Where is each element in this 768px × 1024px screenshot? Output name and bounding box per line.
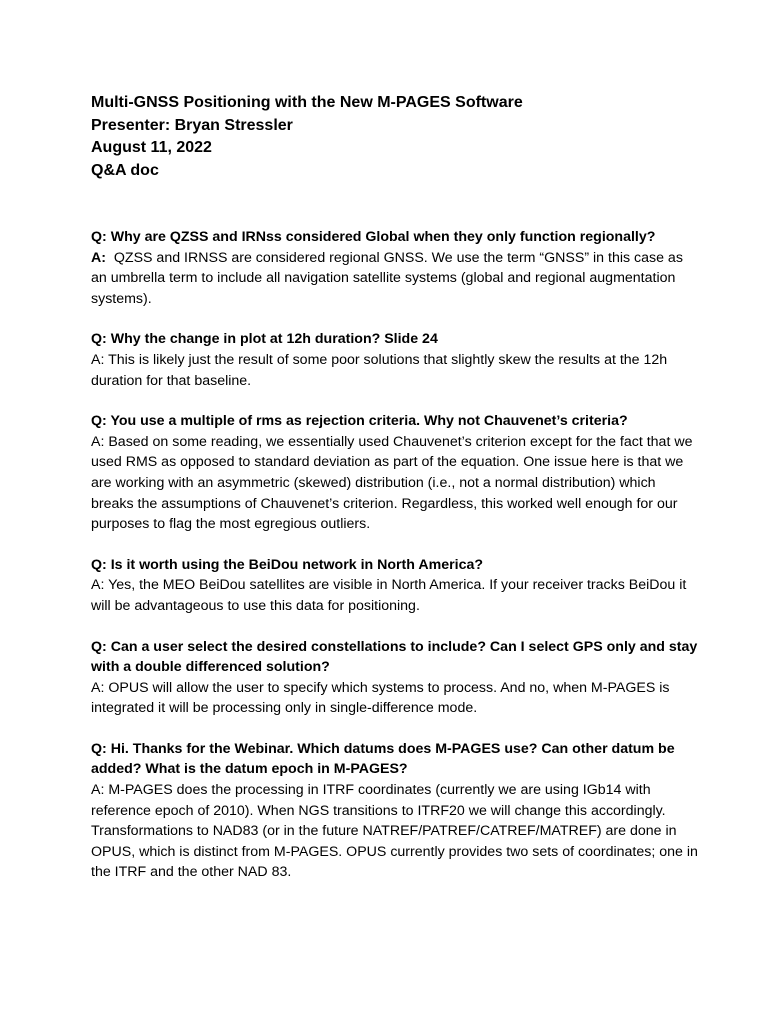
qa-item: [91, 555, 698, 617]
answer-lead: A:: [91, 249, 106, 266]
question-text: Q: Can a user select the desired constellations to include? Can I select GPS only and stay with a double differenced solution?: [91, 638, 698, 676]
qa-item: [91, 739, 698, 883]
qa-item: [91, 227, 698, 309]
qa-item: [91, 637, 698, 719]
answer-text: A: OPUS will allow the user to specify which systems to process. And no, when M-PAGES is integrated it will be processing only in single-difference mode.: [91, 679, 670, 717]
answer-text: A: Yes, the MEO BeiDou satellites are visible in North America. If your receiver tracks BeiDou it will be advantageous to use this data for positioning.: [91, 577, 687, 614]
qa-item: [91, 411, 698, 535]
question-text: Q: Why the change in plot at 12h duration? Slide 24: [91, 331, 438, 348]
qa-item: [91, 329, 698, 391]
date-line: August 11, 2022: [91, 139, 212, 156]
answer-body: QZSS and IRNSS are considered regional GNSS. We use the term “GNSS” in this case as an umbrella term to include all navigation satellite systems (global and regional augmentation systems).: [91, 249, 687, 307]
question-text: Q: You use a multiple of rms as rejection criteria. Why not Chauvenet’s criteria?: [91, 413, 628, 430]
question-text: Q: Hi. Thanks for the Webinar. Which datums does M-PAGES use? Can other datum be added? What is the datum epoch in M-PAGES?: [91, 740, 675, 778]
document-header: [91, 92, 698, 182]
qa-list: [91, 227, 698, 883]
question-text: Q: Why are QZSS and IRNss considered Global when they only function regionally?: [91, 229, 656, 245]
answer-text: [91, 248, 698, 310]
document-title: Multi-GNSS Positioning with the New M-PAGES Software: [91, 94, 523, 111]
doc-type-line: Q&A doc: [91, 161, 159, 179]
answer-text: A: This is likely just the result of some poor solutions that slightly skew the results at the 12h duration for that baseline.: [91, 351, 668, 389]
answer-text: A: M-PAGES does the processing in ITRF coordinates (currently we are using IGb14 with reference epoch of 2010). When NGS transitions to ITRF20 we will change this accordingly. Transformations to NAD83 (or in the future NATREF/PATREF/CATREF/MATREF) are done in OPUS, which is distinct from M-PAGES. OPUS currently provides two sets of coordinates; one in the ITRF and the other NAD 83.: [91, 782, 698, 881]
presenter-line: Presenter: Bryan Stressler: [91, 116, 293, 134]
answer-text: A: Based on some reading, we essentially used Chauvenet’s criterion except for the fact that we used RMS as opposed to standard deviation as part of the equation. One issue here is that we are working with an asymmetric (skewed) distribution (i.e., not a normal distribution) which breaks the assumptions of Chauvenet’s criterion. Regardless, this worked well enough for our purposes to flag the most egregious outliers.: [91, 433, 693, 533]
question-text: Q: Is it worth using the BeiDou network in North America?: [91, 556, 484, 573]
